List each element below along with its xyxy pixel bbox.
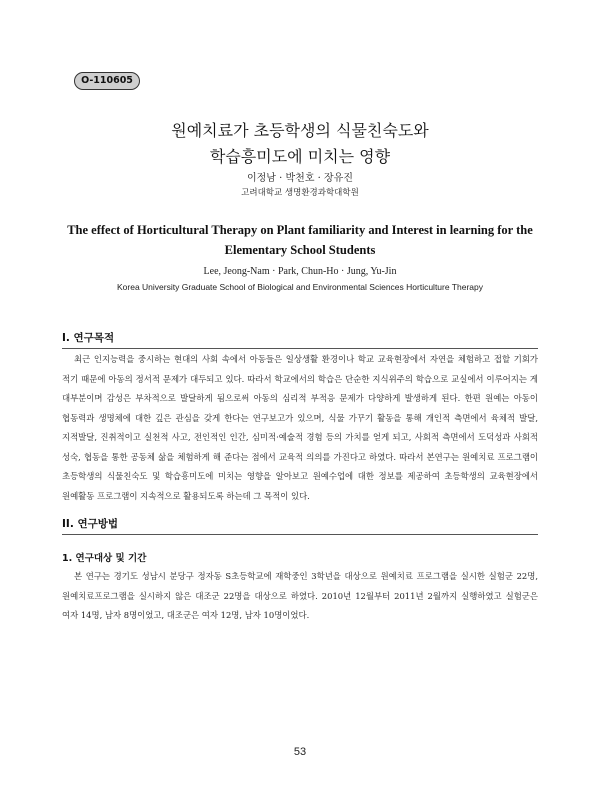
section-2-subheading: 1. 연구대상 및 기간 [62, 553, 147, 564]
korean-title-line-1: 원예치료가 초등학생의 식물친숙도와 [171, 121, 429, 140]
page-number: 53 [293, 746, 307, 758]
paper-id-badge: O-110605 [74, 72, 140, 90]
english-authors: Lee, Jeong-Nam · Park, Chun-Ho · Jung, Yu-Jin [203, 266, 397, 277]
korean-title-line-2: 학습흥미도에 미치는 영향 [209, 147, 391, 166]
english-affiliation: Korea University Graduate School of Biological and Environmental Sciences Horticulture Therapy [116, 282, 483, 292]
english-title-line-1: The effect of Horticultural Therapy on Plant familiarity and Interest in learning for the [67, 223, 533, 237]
section-2-paragraph: 본 연구는 경기도 성남시 분당구 정자동 S초등학교에 재학중인 3학년을 대상으로 원예치료 프로그램을 실시한 실험군 22명, 원예치료프로그램을 실시하지 않은 대조군 22명을 대상으로 하였다. 2010년 12월부터 2011년 2월까지 실행하였고 실험군은 여자 14명, 남자 8명이었고, 대조군은 여자 12명, 남자 10명이었다. [62, 571, 538, 620]
korean-title [0, 118, 600, 170]
section-1-paragraph: 최근 인지능력을 중시하는 현대의 사회 속에서 아동들은 일상생활 환경이나 학교 교육현장에서 자연을 체험하고 접할 기회가 적기 때문에 아동의 정서적 문제가 대두되고 있다. 따라서 학교에서의 학습은 단순한 지식위주의 학습으로 교실에서 이루어지는 게 대부분이며 감성은 부차적으로 발달하게 됨으로써 아동의 심리적 부적응 문제가 다양하게 발생하게 된다. 한편 원예는 아동이 협동력과 생명체에 대한 깊은 관심을 갖게 한다는 연구보고가 있으며, 식물 가꾸기 활동을 통해 개인적 측면에서 육체적 발달, 지적발달, 진취적이고 실천적 사고, 전인적인 인간, 심미적·예술적 경험 등의 가치를 얻게 되고, 사회적 측면에서 도덕성과 사회적 성숙, 협동을 통한 공동체 삶을 체험하게 해 준다는 점에서 교육적 의의를 가진다고 하였다. 따라서 본연구는 원예치료 프로그램이 초등학생의 식물친숙도 및 학습흥미도에 미치는 영향을 알아보고 원예수업에 대한 정보를 제공하여 초등학생의 교육현장에서 원예활동 프로그램이 지속적으로 활용되도록 하는데 그 목적이 있다. [62, 354, 538, 501]
english-title-line-2: Elementary School Students [224, 243, 376, 257]
section-1-heading: I. 연구목적 [62, 330, 538, 349]
korean-authors: 이정남 · 박천호 · 장유진 [246, 173, 353, 184]
section-2-heading: II. 연구방법 [62, 516, 538, 535]
korean-affiliation: 고려대학교 생명환경과학대학원 [241, 188, 359, 198]
english-title [60, 220, 540, 260]
